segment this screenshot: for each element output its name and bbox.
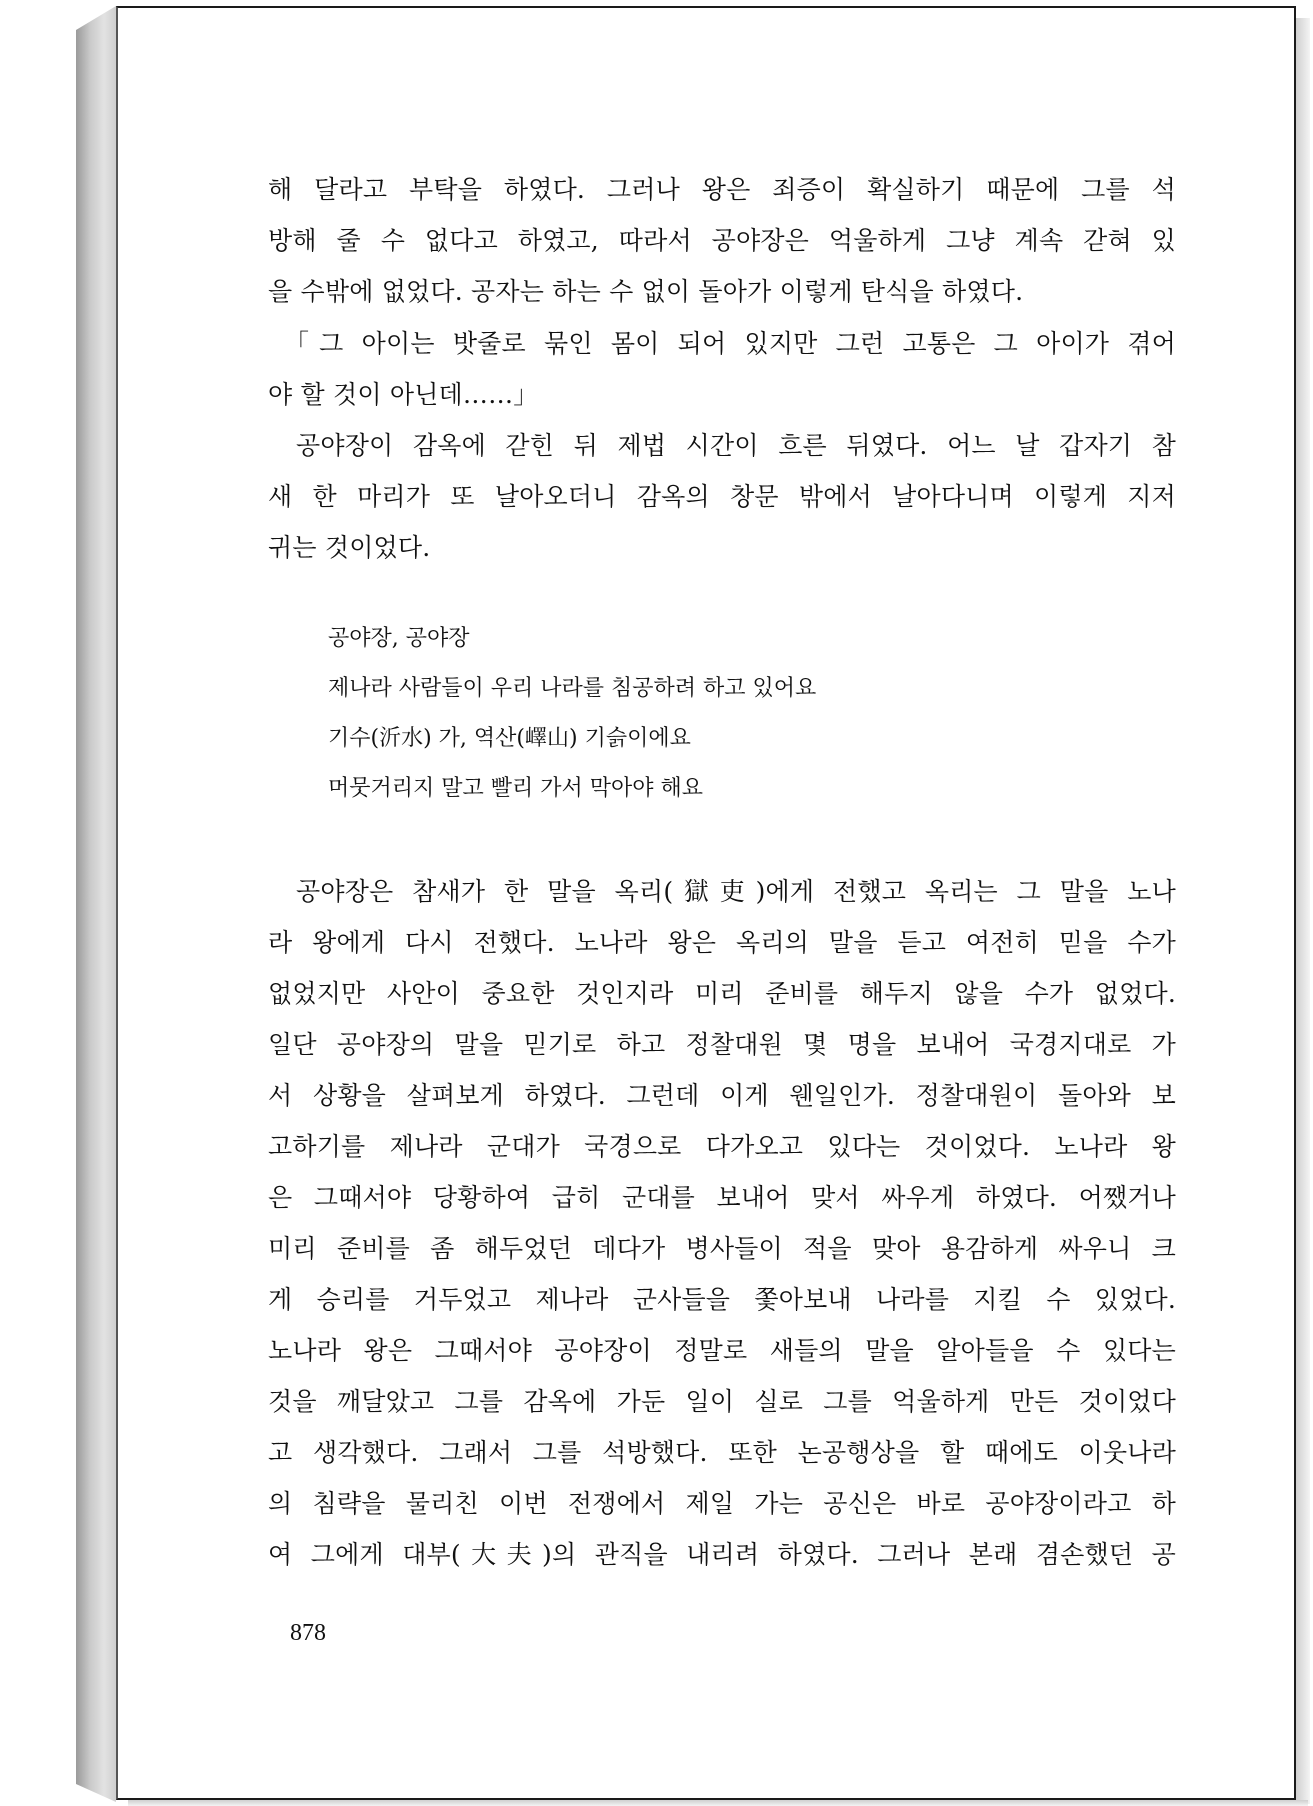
poem-line: 머뭇거리지 말고 빨리 가서 막아야 해요	[328, 776, 703, 801]
text-line: 없었지만 사안이 중요한 것인지라 미리 준비를 해두지 않을 수가 없었다.	[268, 979, 1176, 1008]
poem-line: 기수(沂水) 가, 역산(嶧山) 기슭이에요	[328, 726, 691, 751]
text-line: 고 생각했다. 그래서 그를 석방했다. 또한 논공행상을 할 때에도 이웃나라	[268, 1438, 1176, 1467]
text-line: 귀는 것이었다.	[268, 533, 431, 562]
page-edge-shadow	[1296, 18, 1310, 1804]
text-line: 공야장이 감옥에 갇힌 뒤 제법 시간이 흐른 뒤였다. 어느 날 갑자기 참	[296, 431, 1176, 460]
text-line: 해 달라고 부탁을 하였다. 그러나 왕은 죄증이 확실하기 때문에 그를 석	[268, 175, 1176, 204]
text-line: 일단 공야장의 말을 믿기로 하고 정찰대원 몇 명을 보내어 국경지대로 가	[268, 1030, 1176, 1059]
text-line: 공야장은 참새가 한 말을 옥리(獄吏)에게 전했고 옥리는 그 말을 노나	[296, 877, 1176, 906]
page-bottom-shadow	[128, 1800, 1308, 1806]
text-line: 의 침략을 물리친 이번 전쟁에서 제일 가는 공신은 바로 공야장이라고 하	[268, 1489, 1176, 1518]
text-line: 새 한 마리가 또 날아오더니 감옥의 창문 밖에서 날아다니며 이렇게 지저	[268, 482, 1176, 511]
text-line: 을 수밖에 없었다. 공자는 하는 수 없이 돌아가 이렇게 탄식을 하였다.	[268, 277, 1024, 306]
poem-block	[328, 614, 1028, 814]
book-spine	[76, 6, 116, 1802]
paragraph-1	[268, 164, 1176, 317]
text-line: 라 왕에게 다시 전했다. 노나라 왕은 옥리의 말을 듣고 여전히 믿을 수가	[268, 928, 1176, 957]
quote-paragraph	[268, 318, 1176, 420]
text-line: 「그 아이는 밧줄로 묶인 몸이 되어 있지만 그런 고통은 그 아이가 겪어	[284, 329, 1176, 358]
text-line: 것을 깨달았고 그를 감옥에 가둔 일이 실로 그를 억울하게 만든 것이었다	[268, 1387, 1176, 1416]
page-number: 878	[290, 1620, 326, 1646]
text-line: 고하기를 제나라 군대가 국경으로 다가오고 있다는 것이었다. 노나라 왕	[268, 1132, 1176, 1161]
text-line: 서 상황을 살펴보게 하였다. 그런데 이게 웬일인가. 정찰대원이 돌아와 보	[268, 1081, 1176, 1110]
text-line: 게 승리를 거두었고 제나라 군사들을 쫓아보내 나라를 지킬 수 있었다.	[268, 1285, 1176, 1314]
poem-line: 제나라 사람들이 우리 나라를 침공하려 하고 있어요	[328, 676, 817, 701]
text-line: 여 그에게 대부(大夫)의 관직을 내리려 하였다. 그러나 본래 겸손했던 공	[268, 1540, 1176, 1569]
text-line: 미리 준비를 좀 해두었던 데다가 병사들이 적을 맞아 용감하게 싸우니 크	[268, 1234, 1176, 1263]
paragraph-2	[268, 420, 1176, 573]
text-line: 노나라 왕은 그때서야 공야장이 정말로 새들의 말을 알아들을 수 있다는	[268, 1336, 1176, 1365]
paragraph-3	[268, 866, 1176, 1580]
text-line: 방해 줄 수 없다고 하였고, 따라서 공야장은 억울하게 그냥 계속 갇혀 있	[268, 226, 1176, 255]
text-line: 야 할 것이 아닌데……」	[268, 380, 539, 409]
poem-line: 공야장, 공야장	[328, 626, 470, 651]
text-line: 은 그때서야 당황하여 급히 군대를 보내어 맞서 싸우게 하였다. 어쨌거나	[268, 1183, 1176, 1212]
